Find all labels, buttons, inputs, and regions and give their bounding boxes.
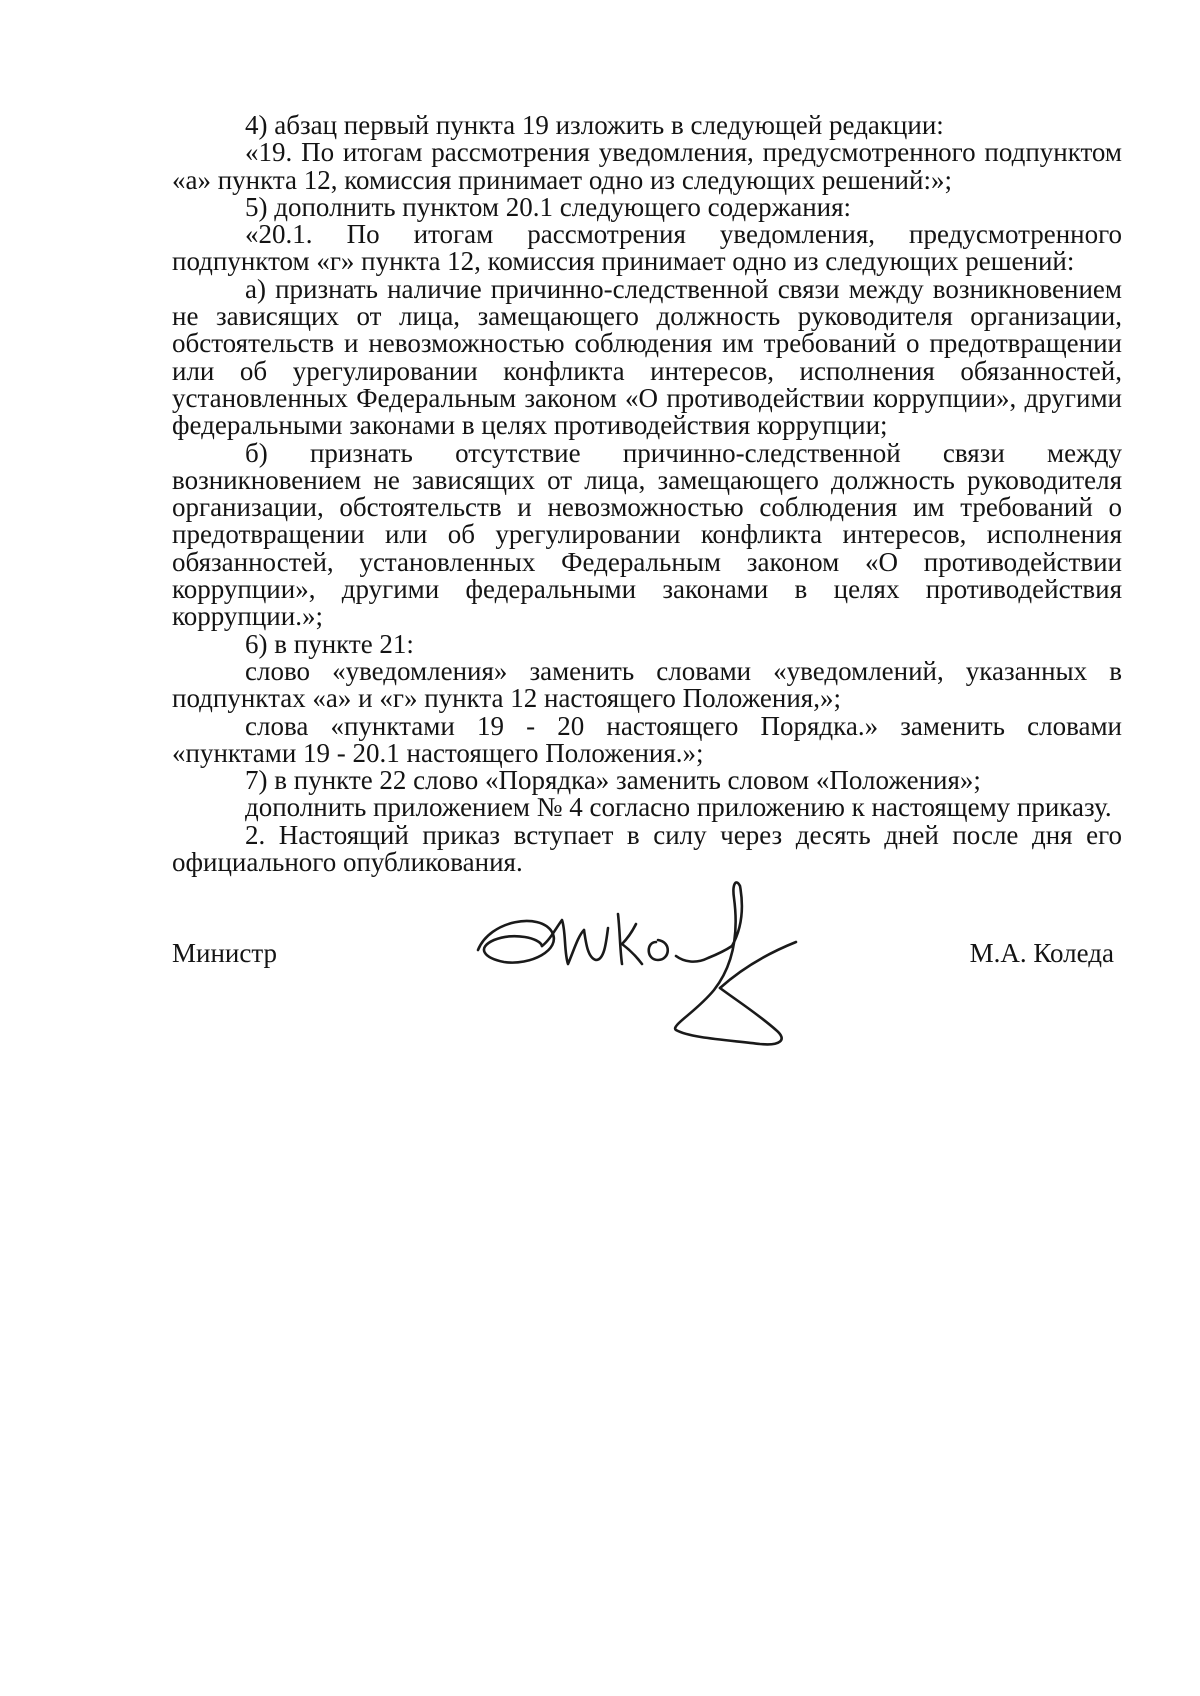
- paragraph-item-19-text: «19. По итогам рассмотрения уведомления, предусмотренного подпунктом «а» пункта 12, комиссия принимает одно из следующих решений:»;: [172, 137, 1122, 195]
- paragraph-add-20-1-intro: 5) дополнить пунктом 20.1 следующего содержания:: [245, 191, 852, 222]
- signer-name: М.А. Коледа: [969, 938, 1114, 968]
- signer-position: Министр: [172, 938, 277, 968]
- handwritten-signature: [470, 880, 830, 1060]
- paragraph-item-20-1-text: «20.1. По итогам рассмотрения уведомления, предусмотренного подпунктом «г» пункта 12, комиссия принимает одно из следующих решений:: [172, 219, 1122, 277]
- paragraph-effective-date: 2. Настоящий приказ вступает в силу через десять дней после дня его официального опубликования.: [172, 819, 1122, 878]
- paragraph-item-21-word-replace: слово «уведомления» заменить словами «уведомлений, указанных в подпунктах «а» и «г» пункта 12 настоящего Положения,»;: [172, 655, 1122, 714]
- paragraph-decision-a: а) признать наличие причинно-следственной связи между возникновением не зависящих от лица, замещающего должность руководителя организации, обстоятельств и невозможностью соблюдения им требований о предотвращении или об урегулировании конфликта интересов, исполнения обязанностей, установленных Федеральным законом «О противодействии коррупции», другими федеральными законами в целях противодействия коррупции;: [172, 273, 1122, 441]
- paragraph-item-21-intro: 6) в пункте 21:: [245, 628, 414, 659]
- paragraph-amend-19-intro: 4) абзац первый пункта 19 изложить в следующей редакции:: [245, 110, 944, 140]
- paragraph-item-22: 7) в пункте 22 слово «Порядка» заменить словом «Положения»;: [245, 765, 981, 796]
- paragraph-item-21-words-replace: слова «пунктами 19 - 20 настоящего Порядка.» заменить словами «пунктами 19 - 20.1 настоящего Положения.»;: [172, 710, 1122, 768]
- paragraph-annex-4: дополнить приложением № 4 согласно приложению к настоящему приказу.: [245, 792, 1112, 823]
- paragraph-decision-b: б) признать отсутствие причинно-следственной связи между возникновением не зависящих от лица, замещающего должность руководителя организации, обстоятельств и невозможностью соблюдения им требований о предотвращении или об урегулировании конфликта интересов, исполнения обязанностей, установленных Федеральным законом «О противодействии коррупции», другими федеральными законами в целях противодействия коррупции.»;: [172, 437, 1122, 632]
- document-body: [172, 112, 1122, 876]
